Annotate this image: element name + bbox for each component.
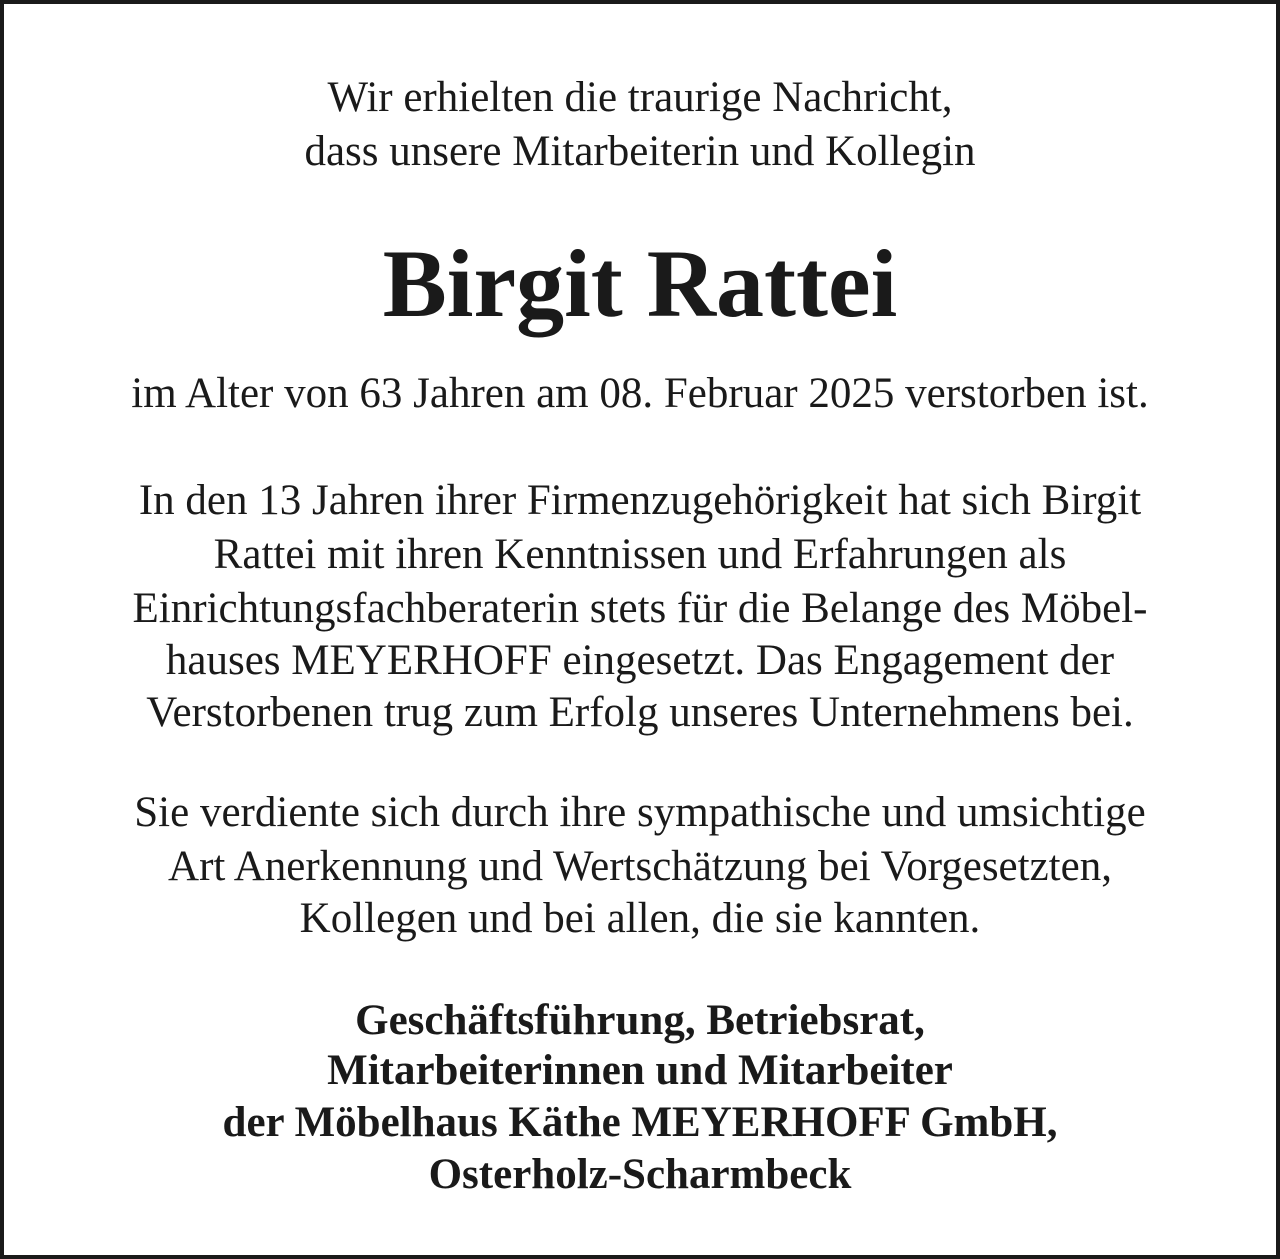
- paragraph1-line: Einrichtungsfachberaterin stets für die Belange des Möbel-: [132, 585, 1148, 632]
- signature-line: Mitarbeiterinnen und Mitarbeiter: [327, 1047, 953, 1094]
- paragraph2-line: Sie verdiente sich durch ihre sympathische und umsichtige: [134, 789, 1146, 836]
- intro-line-1: Wir erhielten die traurige Nachricht,: [327, 74, 953, 121]
- paragraph2-line: Kollegen und bei allen, die sie kannten.: [299, 895, 981, 942]
- paragraph1-line: Rattei mit ihren Kenntnissen und Erfahrungen als: [213, 531, 1067, 578]
- paragraph2-line: Art Anerkennung und Wertschätzung bei Vorgesetzten,: [168, 843, 1112, 890]
- intro-line-2: dass unsere Mitarbeiterin und Kollegin: [304, 128, 976, 175]
- signature-line: Osterholz-Scharmbeck: [428, 1151, 852, 1198]
- paragraph1-line: In den 13 Jahren ihrer Firmenzugehörigkeit hat sich Birgit: [138, 477, 1142, 524]
- deceased-name: Birgit Rattei: [382, 230, 898, 337]
- paragraph1-line: hauses MEYERHOFF eingesetzt. Das Engagement der: [165, 637, 1115, 684]
- signature-line: der Möbelhaus Käthe MEYERHOFF GmbH,: [222, 1099, 1058, 1146]
- signature-line: Geschäftsführung, Betriebsrat,: [355, 997, 925, 1044]
- death-line: im Alter von 63 Jahren am 08. Februar 2025 verstorben ist.: [131, 370, 1149, 417]
- paragraph1-line: Verstorbenen trug zum Erfolg unseres Unternehmens bei.: [146, 689, 1134, 736]
